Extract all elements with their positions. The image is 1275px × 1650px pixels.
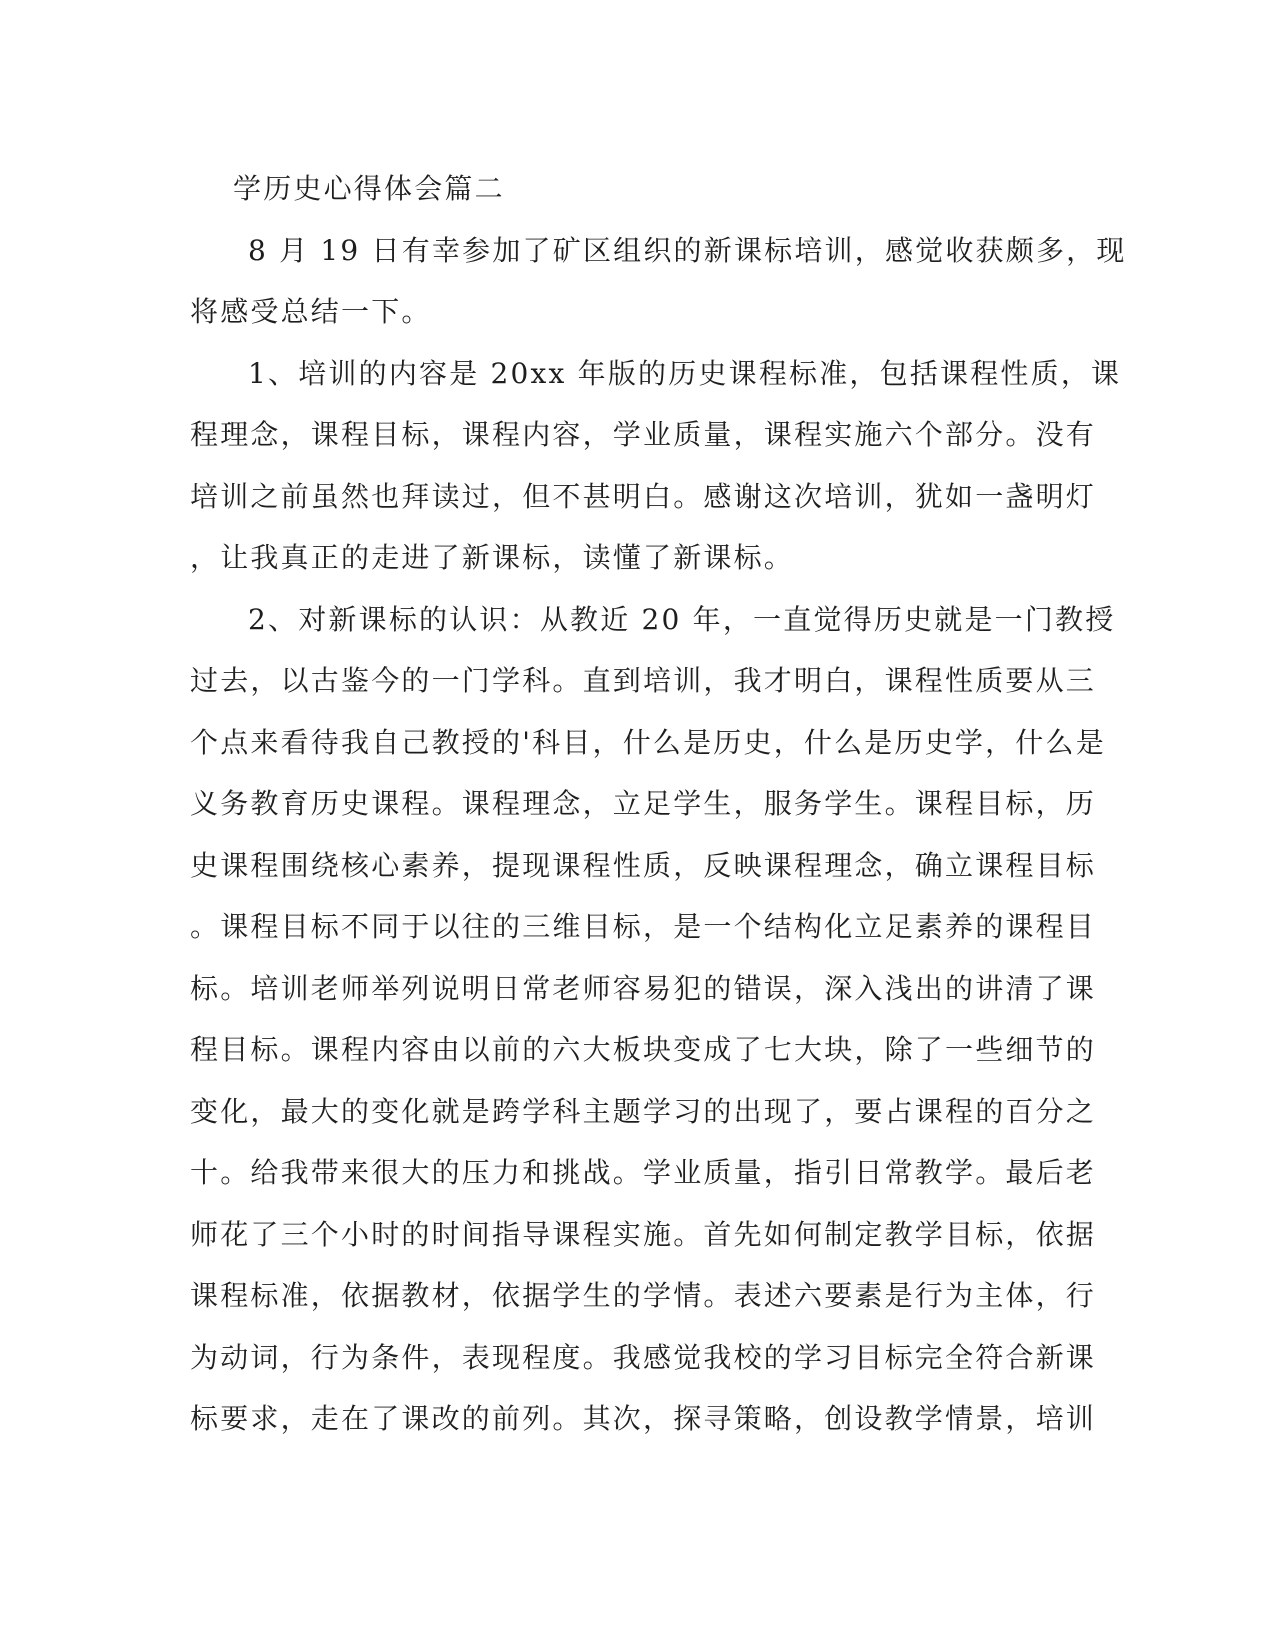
document-body: [190, 158, 1127, 1450]
paragraph-line: 标。培训老师举列说明日常老师容易犯的错误，深入浅出的讲清了课: [190, 971, 1097, 1005]
paragraph-line: 师花了三个小时的时间指导课程实施。首先如何制定教学目标，依据: [190, 1217, 1097, 1251]
paragraph-line: 变化，最大的变化就是跨学科主题学习的出现了，要占课程的百分之: [190, 1094, 1097, 1128]
paragraph-line: 义务教育历史课程。课程理念，立足学生，服务学生。课程目标，历: [190, 787, 1097, 820]
paragraph-line: 史课程围绕核心素养，提现课程性质，反映课程理念，确立课程目标: [190, 848, 1097, 882]
paragraph-line: 课程标准，依据教材，依据学生的学情。表述六要素是行为主体，行: [190, 1279, 1097, 1312]
paragraph-line: 。课程目标不同于以往的三维目标，是一个结构化立足素养的课程目: [190, 910, 1097, 943]
document-title: 学历史心得体会篇二: [233, 172, 505, 205]
paragraph-line: 过去，以古鉴今的一门学科。直到培训，我才明白，课程性质要从三: [190, 664, 1097, 697]
paragraph-line: 十。给我带来很大的压力和挑战。学业质量，指引日常教学。最后老: [190, 1156, 1097, 1189]
paragraph-line: 为动词，行为条件，表现程度。我感觉我校的学习目标完全符合新课: [190, 1340, 1097, 1374]
paragraph-line: 培训之前虽然也拜读过，但不甚明白。感谢这次培训，犹如一盏明灯: [190, 479, 1097, 513]
paragraph-line: 8 月 19 日有幸参加了矿区组织的新课标培训，感觉收获颇多，现: [248, 233, 1127, 267]
paragraph-line: 标要求，走在了课改的前列。其次，探寻策略，创设教学情景，培训: [190, 1402, 1097, 1435]
paragraph-line: 程目标。课程内容由以前的六大板块变成了七大块，除了一些细节的: [190, 1033, 1097, 1066]
paragraph-line: 将感受总结一下。: [190, 295, 432, 328]
paragraph-line: 个点来看待我自己教授的'科目，什么是历史，什么是历史学，什么是: [190, 725, 1106, 759]
paragraph-line: ，让我真正的走进了新课标，读懂了新课标。: [190, 541, 795, 574]
paragraph-line: 程理念，课程目标，课程内容，学业质量，课程实施六个部分。没有: [190, 418, 1097, 451]
paragraph-line: 1、培训的内容是 20xx 年版的历史课程标准，包括课程性质，课: [248, 356, 1122, 390]
paragraph-line: 2、对新课标的认识：从教近 20 年，一直觉得历史就是一门教授: [248, 602, 1116, 636]
